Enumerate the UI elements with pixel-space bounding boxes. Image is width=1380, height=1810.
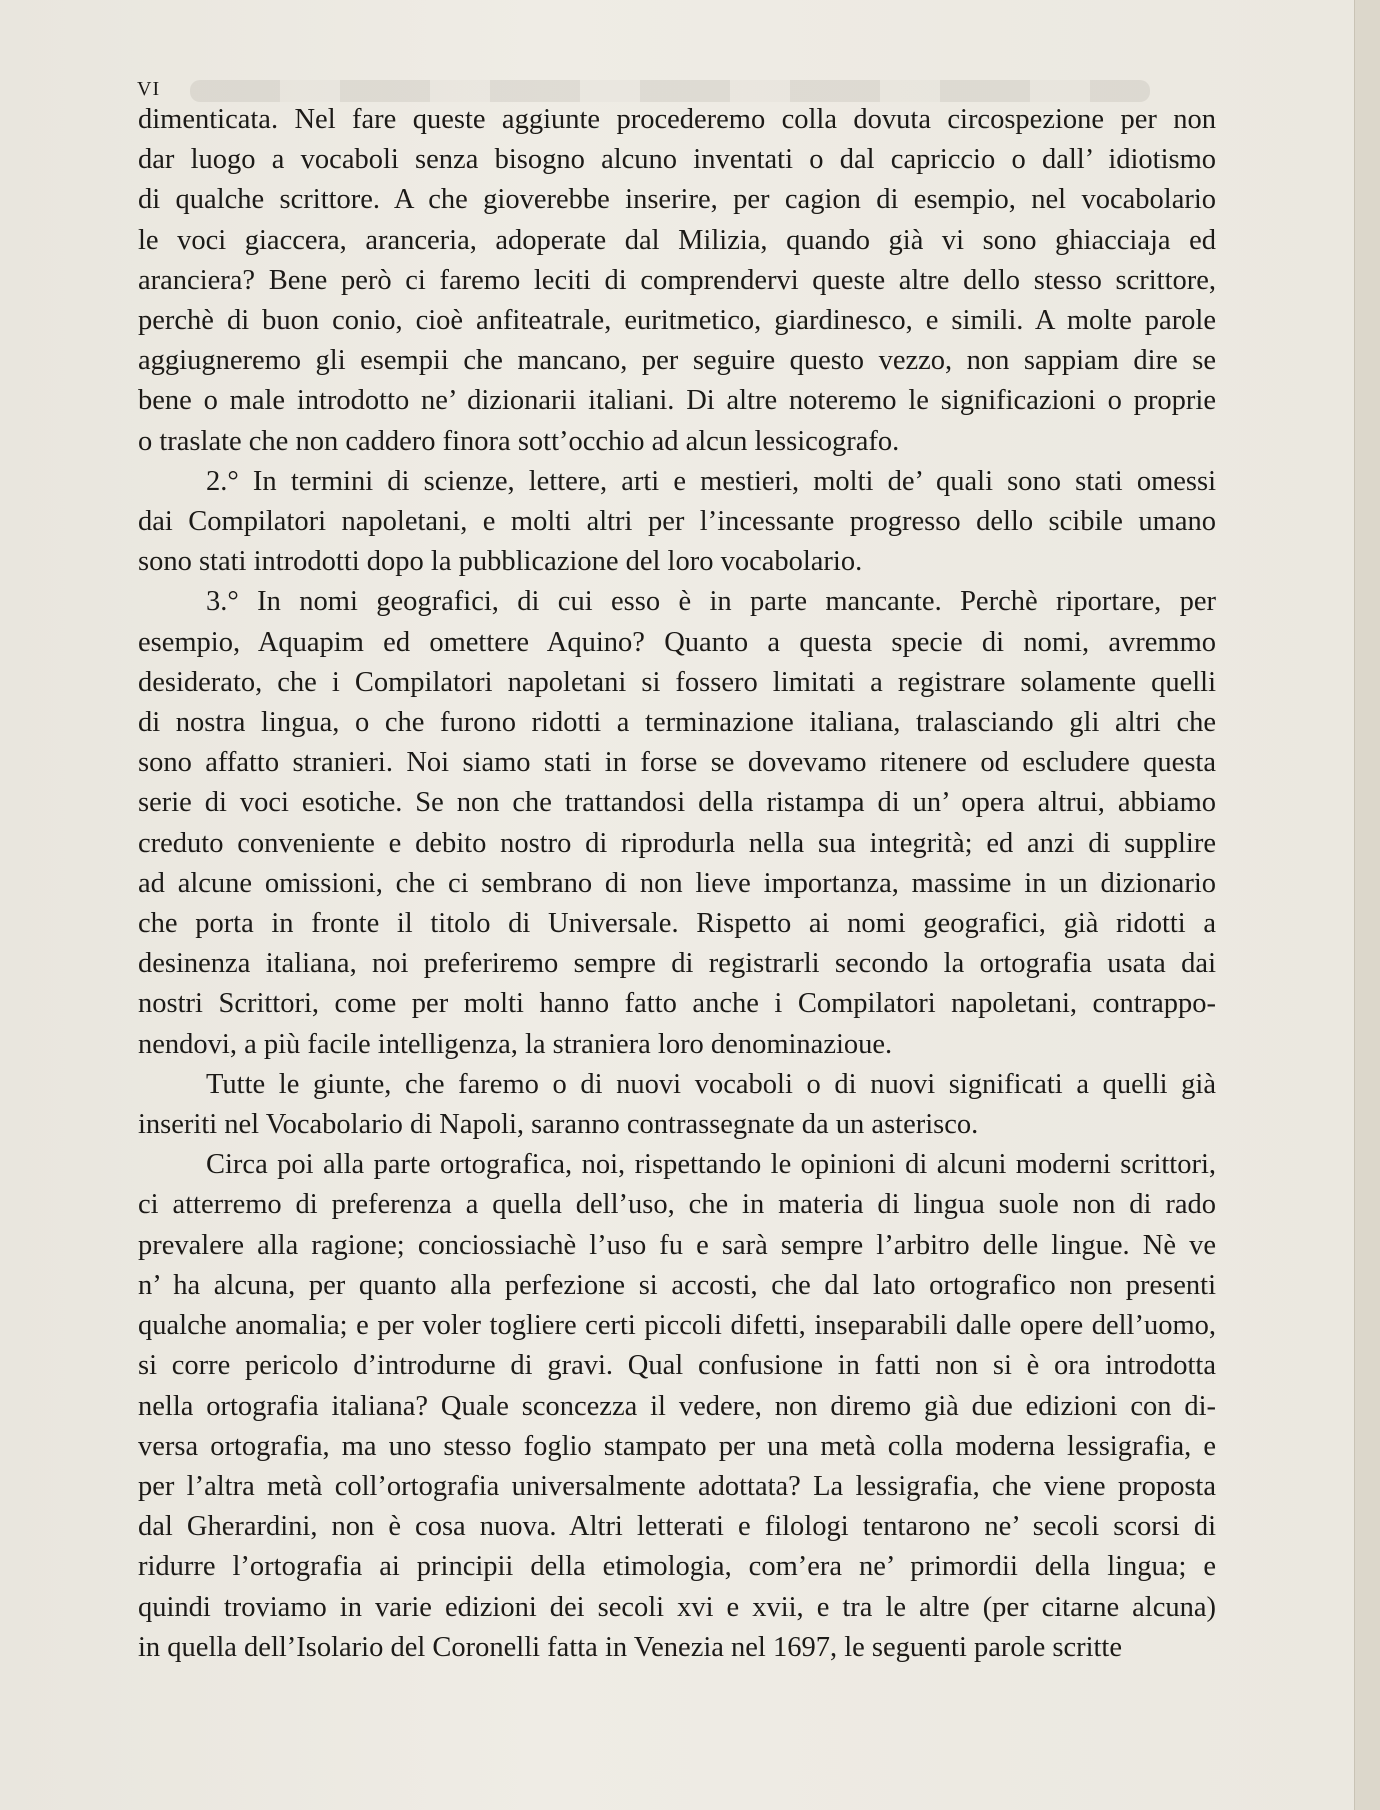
text-line: si corre pericolo d’introdurne di gravi. Qual confusione in fatti non si è ora introdotta xyxy=(138,1350,1216,1382)
text-line: in quella dell’Isolario del Coronelli fatta in Venezia nel 1697, le seguenti parole scritte xyxy=(138,1631,1122,1663)
text-line: n’ ha alcuna, per quanto alla perfezione si accosti, che dal lato ortografico non presenti xyxy=(138,1269,1216,1301)
text-line: aranciera? Bene però ci faremo leciti di comprendervi queste altre dello stesso scrittore, xyxy=(138,264,1216,296)
text-line: o traslate che non caddero finora sott’occhio ad alcun lessicografo. xyxy=(138,425,900,457)
text-line: aggiugneremo gli esempii che mancano, per seguire questo vezzo, non sappiam dire se xyxy=(138,345,1216,377)
text-line: 3.° In nomi geografici, di cui esso è in parte mancante. Perchè riportare, per xyxy=(206,586,1216,618)
text-line: desinenza italiana, noi preferiremo sempre di registrarli secondo la ortografia usata dai xyxy=(138,948,1216,980)
text-line: quindi troviamo in varie edizioni dei secoli xvi e xvii, e tra le altre (per citarne alcuna) xyxy=(138,1591,1216,1623)
text-line: di nostra lingua, o che furono ridotti a terminazione italiana, tralasciando gli altri che xyxy=(138,707,1216,739)
show-through-ornament xyxy=(190,80,1150,102)
text-line: che porta in fronte il titolo di Universale. Rispetto ai nomi geografici, già ridotti a xyxy=(138,908,1216,940)
text-line: nostri Scrittori, come per molti hanno fatto anche i Compilatori napoletani, contrappo- xyxy=(138,988,1216,1020)
text-line: dai Compilatori napoletani, e molti altri per l’incessante progresso dello scibile umano xyxy=(138,506,1216,538)
text-line: sono affatto stranieri. Noi siamo stati in forse se dovevamo ritenere od escludere questa xyxy=(138,747,1216,779)
text-line: prevalere alla ragione; conciossiachè l’uso fu e sarà sempre l’arbitro delle lingue. Nè ve xyxy=(138,1229,1216,1261)
text-line: serie di voci esotiche. Se non che trattandosi della ristampa di un’ opera altrui, abbiamo xyxy=(138,787,1216,819)
text-line: nendovi, a più facile intelligenza, la straniera loro denominazioue. xyxy=(138,1028,893,1060)
text-line: esempio, Aquapim ed omettere Aquino? Quanto a questa specie di nomi, avremmo xyxy=(138,626,1216,658)
text-line: bene o male introdotto ne’ dizionarii italiani. Di altre noteremo le significazioni o proprie xyxy=(138,385,1216,417)
text-line: ci atterremo di preferenza a quella dell’uso, che in materia di lingua suole non di rado xyxy=(138,1189,1216,1221)
text-line: nella ortografia italiana? Quale sconcezza il vedere, non diremo già due edizioni con di- xyxy=(138,1390,1216,1422)
text-line: desiderato, che i Compilatori napoletani si fossero limitati a registrare solamente quelli xyxy=(138,666,1216,698)
text-line: qualche anomalia; e per voler togliere certi piccoli difetti, inseparabili dalle opere dell’uomo, xyxy=(138,1310,1216,1342)
text-line: dimenticata. Nel fare queste aggiunte procederemo colla dovuta circospezione per non xyxy=(138,104,1216,135)
text-line: inseriti nel Vocabolario di Napoli, saranno contrassegnate da un asterisco. xyxy=(138,1109,979,1141)
text-line: sono stati introdotti dopo la pubblicazione del loro vocabolario. xyxy=(138,546,863,578)
text-line: 2.° In termini di scienze, lettere, arti e mestieri, molti de’ quali sono stati omessi xyxy=(206,465,1216,497)
text-line: creduto conveniente e debito nostro di riprodurla nella sua integrità; ed anzi di supplire xyxy=(138,827,1216,859)
text-line: versa ortografia, ma uno stesso foglio stampato per una metà colla moderna lessigrafia, e xyxy=(138,1430,1216,1462)
page-edge xyxy=(1354,0,1380,1810)
body-text xyxy=(138,100,1216,1668)
text-line: ad alcune omissioni, che ci sembrano di non lieve importanza, massime in un dizionario xyxy=(138,867,1216,899)
text-line: dal Gherardini, non è cosa nuova. Altri letterati e filologi tentarono ne’ secoli scorsi di xyxy=(138,1511,1216,1543)
text-line: dar luogo a vocaboli senza bisogno alcuno inventati o dal capriccio o dall’ idiotismo xyxy=(138,144,1216,176)
text-line: ridurre l’ortografia ai principii della etimologia, com’era ne’ primordii della lingua; e xyxy=(138,1551,1216,1583)
text-line: per l’altra metà coll’ortografia universalmente adottata? La lessigrafia, che viene proposta xyxy=(138,1470,1216,1502)
text-line: le voci giaccera, aranceria, adoperate dal Milizia, quando già vi sono ghiacciaja ed xyxy=(138,224,1216,256)
text-line: di qualche scrittore. A che gioverebbe inserire, per cagion di esempio, nel vocabolario xyxy=(138,184,1216,216)
page-number: VI xyxy=(137,78,161,100)
text-line: Circa poi alla parte ortografica, noi, rispettando le opinioni di alcuni moderni scrittori, xyxy=(206,1149,1216,1181)
text-line: Tutte le giunte, che faremo o di nuovi vocaboli o di nuovi significati a quelli già xyxy=(206,1068,1216,1100)
text-line: perchè di buon conio, cioè anfiteatrale, euritmetico, giardinesco, e simili. A molte parole xyxy=(138,305,1216,337)
